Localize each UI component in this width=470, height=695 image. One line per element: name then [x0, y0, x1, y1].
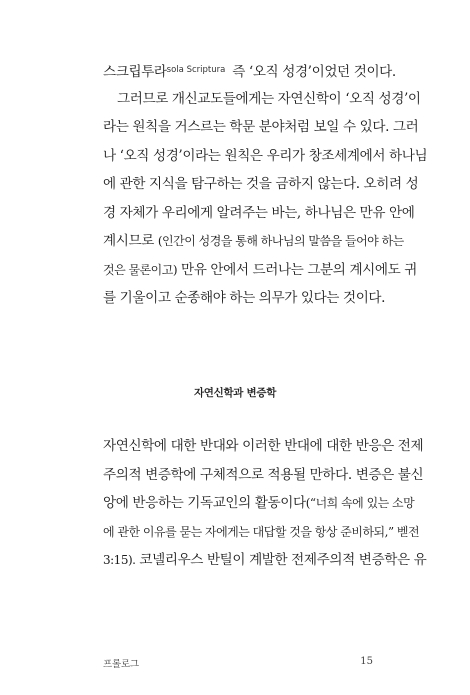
text-line: 자연신학에 대한 반대와 이러한 반대에 대한 반응은 전제	[103, 438, 424, 454]
text-run: 즉 ‘오직 성경’이었던 것이다.	[228, 64, 396, 80]
text-run: 앙에 반응하는 기독교인의 활동이다	[103, 495, 306, 511]
parenthetical-note: 것은 물론이고)	[103, 262, 178, 277]
section-heading: 자연신학과 변증학	[193, 387, 277, 399]
body-text-lower	[103, 432, 427, 575]
page-number: 15	[360, 656, 373, 667]
text-line	[103, 546, 427, 575]
text-line: 주의적 변증학에 구체적으로 적용될 만하다. 변증은 불신	[103, 466, 424, 483]
text-run: 스크립투라	[103, 64, 167, 80]
text-line	[103, 518, 420, 547]
text-line	[103, 227, 404, 256]
parenthetical-note: (인간이 성경을 통해 하나님의 말씀을 들어야 하는	[157, 234, 404, 248]
text-line: 라는 원칙을 거스르는 학문 분야처럼 보일 수 있다. 그러	[103, 119, 419, 135]
text-line: 에 관한 지식을 탐구하는 것을 금하지 않는다. 오히려 성	[103, 176, 419, 192]
scripture-quote: (“너희 속에 있는 소망	[305, 496, 415, 510]
text-line	[103, 256, 418, 285]
text-line: 나 ‘오직 성경’이라는 원칙은 우리가 창조세계에서 하나님	[103, 147, 428, 164]
text-line: 를 기울이고 순종해야 하는 의무가 있다는 것이다.	[103, 290, 386, 306]
text-line: 그러므로 개신교도들에게는 자연신학이 ‘오직 성경’이	[117, 90, 421, 107]
text-run: 만유 안에서 드러나는 그분의 계시에도 귀	[177, 261, 418, 278]
text-run: 코넬리우스 반틸이 계발한 전제주의적 변증학은 유	[135, 552, 427, 568]
latin-annotation: sola Scriptura	[166, 65, 226, 75]
text-line: 경 자체가 우리에게 알려주는 바는, 하나님은 만유 안에	[103, 204, 415, 221]
scripture-quote: 에 관한 이유를 묻는 자에게는 대답할 것을 항상 준비하되,” 벧전	[103, 524, 420, 539]
text-run: 계시므로	[103, 233, 158, 249]
text-line	[103, 56, 396, 85]
scripture-reference: 3:15).	[103, 553, 136, 567]
running-footer-section: 프롤로그	[103, 659, 139, 670]
body-text-upper	[103, 56, 428, 313]
text-line	[103, 489, 415, 518]
